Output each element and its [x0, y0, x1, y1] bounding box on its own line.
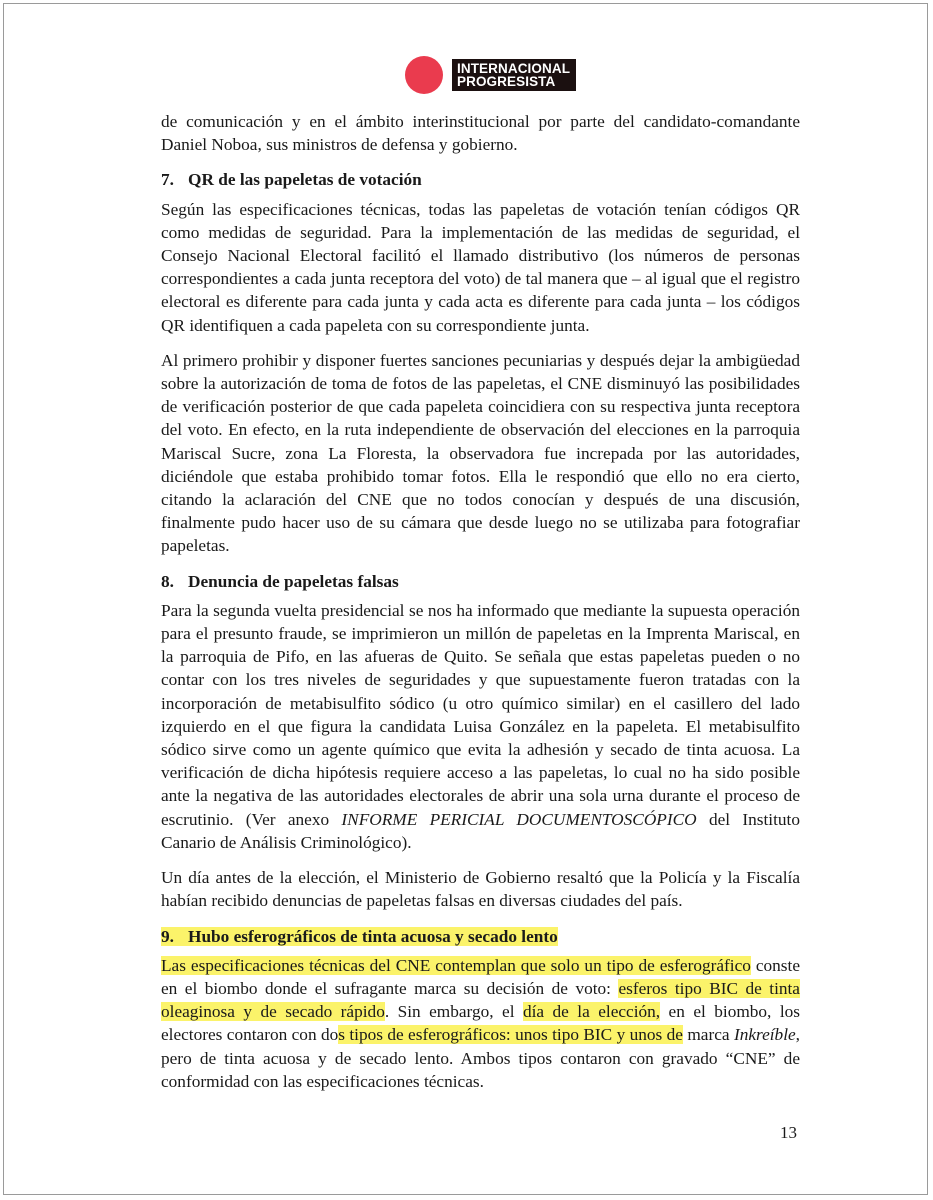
section-8-heading	[161, 570, 800, 593]
section-9-heading-highlight	[161, 927, 558, 946]
logo-circle-icon	[405, 56, 443, 94]
highlight-1: Las especificaciones técnicas del CNE contemplan que solo un tipo de esferográfico	[161, 955, 751, 975]
section-7-paragraph-2: Al primero prohibir y disponer fuertes sanciones pecuniarias y después dejar la ambigüedad sobre la autorización de toma de fotos de las papeletas, el CNE disminuyó las posibilidades de verificación posterior de que cada papeleta coincidiera con su respectiva junta receptora del voto. En efecto, en la ruta independiente de observación del elecciones en la parroquia Mariscal Sucre, zona La Floresta, la observadora fue increpada por las autoridades, diciéndole que estaba prohibido tomar fotos. Ella le respondió que ello no era cierto, citando la aclaración del CNE que no todos conocían y después de una discusión, finalmente pudo hacer uso de su cámara que desde luego no se utilizaba para fotografiar papeletas.	[161, 350, 800, 556]
section-8-number: 8.	[161, 571, 174, 591]
section-9-paragraph	[161, 954, 800, 1093]
organization-logo	[405, 56, 576, 94]
s9-text-6: en el biombo, los electores contaron con do	[161, 1002, 800, 1045]
section-8-paragraph-1	[161, 599, 800, 854]
intro-paragraph: de comunicación y en el ámbito interinstitucional por parte del candidato-comandante Daniel Noboa, sus ministros de defensa y gobierno.	[161, 112, 800, 155]
section-8-paragraph-2: Un día antes de la elección, el Ministerio de Gobierno resaltó que la Policía y la Fiscalía habían recibido denuncias de papeletas falsas en diversas ciudades del país.	[161, 868, 800, 911]
section-9-heading	[161, 925, 800, 948]
s9-text-4: . Sin embargo, el	[384, 1002, 523, 1022]
brand-name: Inkreíble	[733, 1025, 796, 1045]
section-7-title: QR de las papeletas de votación	[188, 170, 422, 190]
section-9-number: 9.	[161, 926, 174, 946]
document-body	[161, 110, 800, 1105]
s9-text-8: marca	[682, 1025, 734, 1045]
section-8-title: Denuncia de papeletas falsas	[188, 571, 399, 591]
page-number: 13	[780, 1123, 797, 1142]
logo-wordmark	[452, 59, 576, 91]
highlight-3: día de la elección,	[522, 1002, 661, 1022]
s9-text-2: conste en el biombo donde el sufragante marca su decisión de voto:	[161, 955, 800, 998]
section-7-heading	[161, 168, 800, 191]
highlight-4: s tipos de esferográficos: unos tipo BIC y unos de	[338, 1025, 683, 1045]
logo-line-1: INTERNACIONAL	[457, 61, 571, 76]
annex-title: INFORME PERICIAL DOCUMENTOSCÓPICO	[341, 809, 697, 829]
section-7-paragraph-1: Según las especificaciones técnicas, todas las papeletas de votación tenían códigos QR como medidas de seguridad. Para la implementación de las medidas de seguridad, el Consejo Nacional Electoral facilitó el llamado distributivo (los números de personas correspondientes a cada junta receptora del voto) de tal manera que – al igual que el registro electoral es diferente para cada junta y cada acta es diferente para cada junta – los códigos QR identifiquen a cada papeleta con su correspondiente junta.	[161, 199, 800, 335]
section-8-p1-end: del Instituto Canario de Análisis Criminológico).	[161, 809, 800, 852]
section-9-title: Hubo esferográficos de tinta acuosa y secado lento	[188, 926, 558, 946]
section-7-number: 7.	[161, 170, 174, 190]
s9-text-10: , pero de tinta acuosa y de secado lento. Ambos tipos contaron con gravado “CNE” de conformidad con las especificaciones técnicas.	[161, 1025, 800, 1091]
highlight-2: esferos tipo BIC de tinta oleaginosa y de secado rápido	[161, 978, 800, 1022]
section-8-p1-text: Para la segunda vuelta presidencial se nos ha informado que mediante la supuesta operación para el presunto fraude, se imprimieron un millón de papeletas en la Imprenta Mariscal, en la parroquia de Pifo, en las afueras de Quito. Se señala que estas papeletas pueden o no contar con los tres niveles de seguridades y que supuestamente fueron tratadas con la incorporación de metabisulfito sódico (u otro químico similar) en el casillero del lado izquierdo en el que figura la candidata Luisa González en la papeleta. El metabisulfito sódico sirve como un agente químico que evita la adhesión y secado de tinta acuosa. La verificación de dicha hipótesis requiere acceso a las papeletas, lo cual no ha sido posible ante la negativa de las autoridades electorales de abrir una sola urna durante el proceso de escrutinio. (Ver anexo	[161, 600, 800, 829]
logo-line-2: PROGRESISTA	[457, 74, 556, 89]
